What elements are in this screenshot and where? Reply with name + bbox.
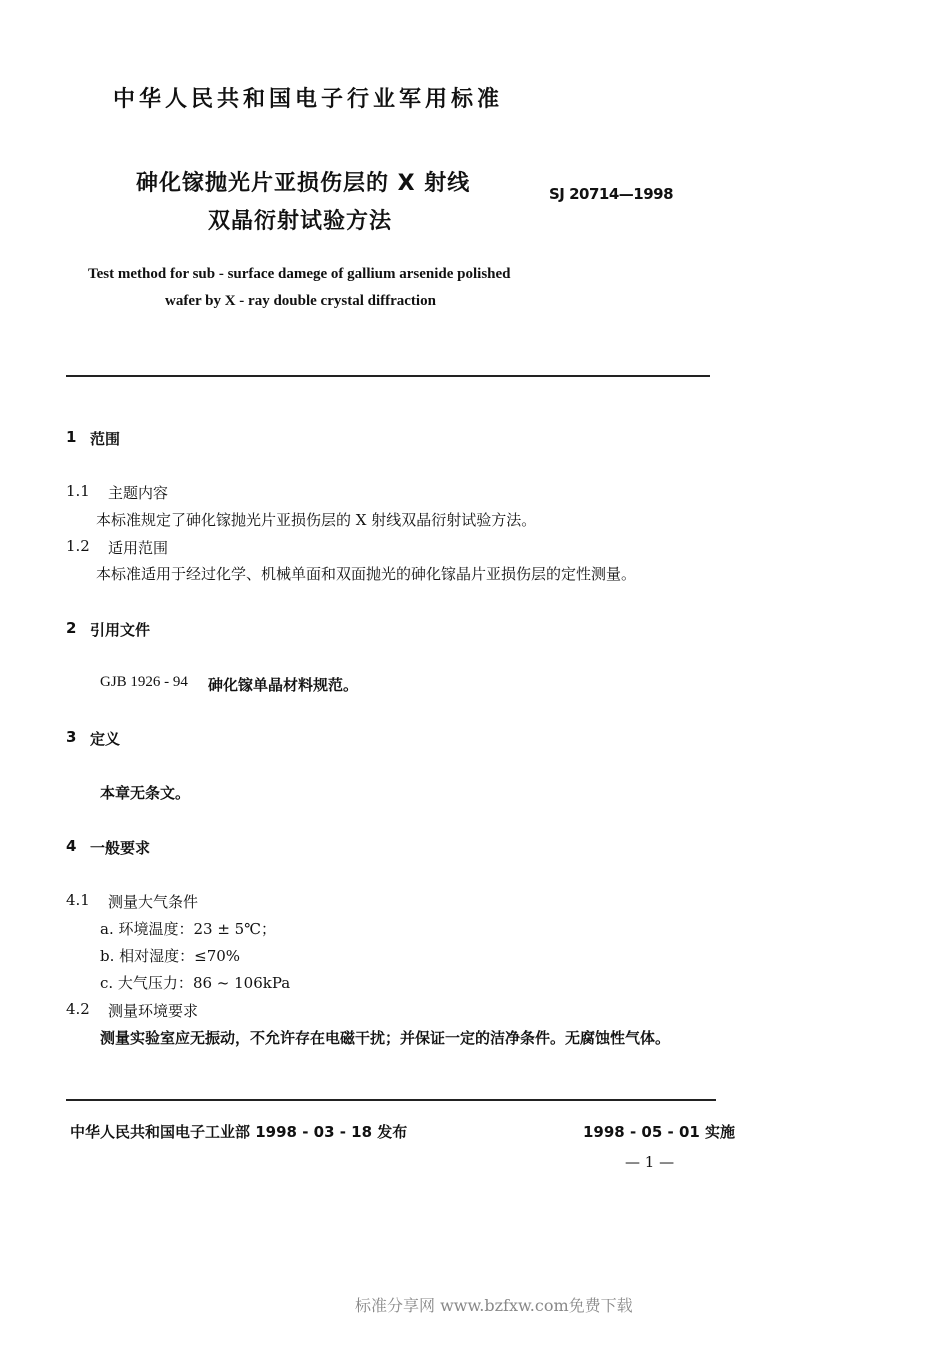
standard-code: SJ 20714—1998 xyxy=(549,185,674,203)
section-3-title: 定义 xyxy=(90,730,121,748)
top-divider xyxy=(66,375,710,377)
doc-title-line2: 双晶衍射试验方法 xyxy=(208,209,393,234)
standard-header: 中华人民共和国电子行业军用标准 xyxy=(113,87,504,112)
section-3-number: 3 xyxy=(66,728,77,746)
section-4-1-title: 测量大气条件 xyxy=(108,893,199,911)
watermark-text: 标准分享网 www.bzfxw.com免费下载 xyxy=(355,1296,633,1315)
section-4-2-title: 测量环境要求 xyxy=(108,1002,199,1020)
section-1-number: 1 xyxy=(66,428,77,446)
section-4-2-number: 4.2 xyxy=(66,1000,90,1018)
section-4-title: 一般要求 xyxy=(90,839,151,857)
bottom-divider xyxy=(66,1099,716,1101)
section-1-1-title: 主题内容 xyxy=(108,484,169,502)
section-1-1-text: 本标准规定了砷化镓抛光片亚损伤层的 X 射线双晶衍射试验方法。 xyxy=(96,511,537,529)
section-1-title: 范围 xyxy=(90,430,121,448)
section-1-2-number: 1.2 xyxy=(66,537,90,555)
condition-humidity: b. 相对湿度：≤70% xyxy=(100,947,241,965)
section-4-2-text: 测量实验室应无振动，不允许存在电磁干扰；并保证一定的洁净条件。无腐蚀性气体。 xyxy=(100,1029,671,1047)
english-title-line1: Test method for sub - surface damege of gallium arsenide polished xyxy=(88,266,511,282)
section-4-1-number: 4.1 xyxy=(66,891,90,909)
issue-date: 中华人民共和国电子工业部 1998 - 03 - 18 发布 xyxy=(70,1123,408,1141)
section-4-number: 4 xyxy=(66,837,77,855)
page-number: — 1 — xyxy=(625,1153,675,1171)
english-title-line2: wafer by X - ray double crystal diffraction xyxy=(165,293,436,309)
condition-pressure: c. 大气压力：86 ~ 106kPa xyxy=(100,974,291,992)
condition-temperature: a. 环境温度：23 ± 5℃； xyxy=(100,920,276,938)
reference-title: 砷化镓单晶材料规范。 xyxy=(208,676,359,694)
section-1-2-text: 本标准适用于经过化学、机械单面和双面抛光的砷化镓晶片亚损伤层的定性测量。 xyxy=(96,565,637,583)
section-3-text: 本章无条文。 xyxy=(100,784,191,802)
section-1-2-title: 适用范围 xyxy=(108,539,169,557)
effective-date: 1998 - 05 - 01 实施 xyxy=(583,1123,736,1141)
doc-title-line1: 砷化镓抛光片亚损伤层的 X 射线 xyxy=(136,171,471,196)
section-1-1-number: 1.1 xyxy=(66,482,90,500)
section-2-title: 引用文件 xyxy=(90,621,151,639)
reference-code: GJB 1926 - 94 xyxy=(100,674,188,690)
section-2-number: 2 xyxy=(66,619,77,637)
